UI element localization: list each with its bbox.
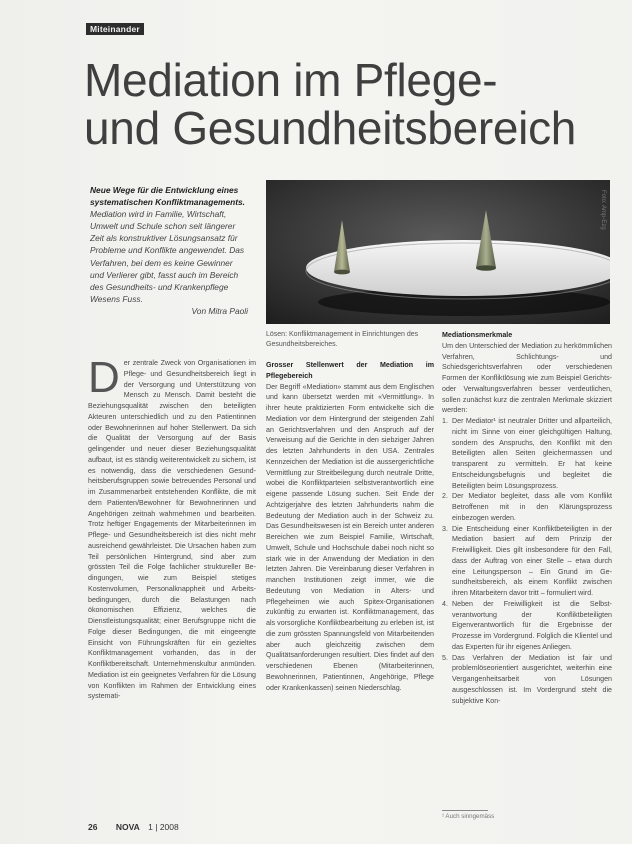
list-item: 1. Der Mediator¹ ist neutraler Dritter und allparteilich, nicht im Sinne von einer gleichgültigen Haltung, sondern des Anspruchs, den Konflikt mit den Beteiligten allen Seiten gleichermassen und transparent zu vermitteln. Er hat keine Entscheidungsbefugnis und begleitet die Beteiligten beim Lösungsprozess. xyxy=(442,417,612,490)
article-photo xyxy=(266,180,610,324)
merkmale-list xyxy=(442,416,612,706)
page-number: 26 xyxy=(88,822,98,832)
lead-bold: Neue Wege für die Entwicklung eines systematischen Konfliktmanagements. xyxy=(90,185,245,208)
list-item: 3. Die Entscheidung einer Konfliktbeteiligten in der Mediation basiert auf dem Prinzip der Freiwilligkeit. Dies gilt insbesondere für den Fall, dass der Auftrag von einer Stelle – etwa durch eine Leitungsperson – Ein Grund im Gesundheitsbereich, als einem Konflikt zwischen ihren Mitarbeitern davor tritt – formuliert wird. xyxy=(442,524,612,597)
body-column-2 xyxy=(266,360,434,806)
body-column-3 xyxy=(442,330,612,806)
photo-caption: Lösen: Konfliktmanagement in Einrichtungen des Gesundheitsbereiches. xyxy=(266,331,419,348)
column-3-intro: Um den Unterschied der Mediation zu herkömmlichen Verfahren, Schlichtungs- und Schiedsgerichtsverfahren oder verschiedenen Formen der Konfliktlösung wie zum Beispiel Gerichts- oder Verwaltungsverfahren besser verdeutlichen, sollen zunächst kurz die zentralen Merkmale skizziert werden: xyxy=(442,341,612,415)
footnote-divider xyxy=(442,810,488,811)
author-byline: Von Mitra Paoli xyxy=(191,305,248,316)
article-title xyxy=(84,56,624,152)
title-line-2: und Gesundheitsbereich xyxy=(84,102,577,154)
drop-cap: D xyxy=(88,358,120,402)
title-line-1: Mediation im Pflege- xyxy=(84,54,498,106)
section-tag: Miteinander xyxy=(86,23,144,35)
column-1-text: er zentrale Zweck von Organisationen im Pflege- und Gesundheitsbereich liegt in der Versorgung und Unterstützung von Mensch zu Mensch. Damit besteht die Beziehungsqualität zwischen den beteiligten Akteuren unterschiedlich und zu den Patientinnen oder Bewohnerinnen auf hoher Stellenwert. Da sich die Qualität der Versorgung auf der Basis gelingender und neuer dieser Beziehungsqualität aufbaut, ist es ständig weiterentwickelt zu sichern, ist es notwendig, dass die verschiedenen Gesundheitsberufsgruppen sowie betreuendes Personal und im Zusammenarbeit entstehenden Konflikte, die mit dem Patienten/Bewohner für Bewohnerinnen und Angehörigen zeitnah wahrnehmen und bearbeiten. Trotz heftiger Engagements der Mitarbeiterinnen im Pflege- und Gesundheitsbereich ist dies nicht mehr ausreichend gewährleistet. Die Ursachen haben zum Teil persönlichen Hintergrund, sind aber zum grössten Teil die Folge fachlicher struktureller Bedingungen, wie zum Beispiel stetiges Kostenvolumen, Personalknappheit und Arbeitsbedingungen, durch die Belastungen nach ökonomischen Effizienz, welches die Dienstleistungsqualität; einer Berufsgruppe nicht die Folge dieser Bedingungen, die mit eingeengte Einsicht von Führungskräften für ein gezieltes Konfliktmanagement vorhanden, das in der Konfliktbereitschaft. Unternehmenskultur anmünden. Mediation ist ein geeignetes Verfahren für die Lösung von Konflikten im Rahmen der Entwicklung eines systemati- xyxy=(88,359,256,701)
lead-text: Mediation wird in Familie, Wirtschaft, Umwelt und Schule schon seit längerer Zeit als konstruktiver Lösungsansatz für Probleme und Konflikte angewendet. Das Verfahren, bei dem es keine Gewinner und Verlierer gibt, fasst auch im Bereich des Gesundheits- und Krankenpflege Wesens Fuss. xyxy=(90,209,245,304)
issue-number: 1 | 2008 xyxy=(148,822,179,832)
subheading-merkmale: Mediationsmerkmale xyxy=(442,331,513,339)
column-2-text: Der Begriff «Mediation» stammt aus dem Englischen und kann übersetzt werden mit «Vermittlung». In ihrer heute praktizierten Form entwickelte sich die Mediation vor dem Hintergrund der steigenden Zahl an Gerichtsverfahren und den Anspruch auf der Verweisung auf die Gerichte in den siebziger Jahren des letzten Jahrhunderts in den USA. Zentrales Kennzeichen der Mediation ist die aussergerichtliche Vermittlung zur Streitbeilegung durch neutrale Dritte, wobei die Konfliktparteien selbstverantwortlich eine eigene passende Lösung suchen. Seit Ende der Achtzigerjahre des letzten Jahrhunderts nahm die Bedeutung der Mediation auch in der Schweiz zu. Das Gesundheitswesen ist ein Bereich unter anderen Bereichen wie zum Beispiel Familie, Wirtschaft, Umwelt, Schule und Hochschule dabei noch nicht so stark wie in der Anwendung der Mediation in den letzten Jahren. Die Vereinbarung dieser Verfahren in manchen Institutionen zeigt immer, wie die Bedeutung von Mediation in Alters- und Pflegeheimen wie auch Spitex-Organisationen zukünftig zu erwarten ist. Konfliktmanagement, das als vorsorgliche Konfliktbearbeitung zu erleben ist, ist die zum grössten Spannungsfeld von Mitarbeitenden aber auch gleichzeitig zwischen dem Qualitätsanforderungen resultiert. Dies findet auf den verschiedenen Ebenen (Mitarbeiterinnen, Bewohnerinnen, Patientinnen, Angehörige, Pflege oder Krankenkassen) seinen Niederschlag. xyxy=(266,382,434,692)
list-item: 5. Das Verfahren der Mediation ist fair und problemlöseorientiert ausgerichtet, weiterhin eine Vergangenheitsarbeit von Lösungen ausgeschlossen ist. Im Vordergrund steht die subjektive Kon- xyxy=(442,653,612,705)
magazine-name: NOVA xyxy=(115,822,140,832)
page-folio xyxy=(88,822,179,832)
list-item: 2. Der Mediator begleitet, dass alle vom Konflikt Betroffenen mit in den Klärungsprozess einbezogen werden. xyxy=(442,492,612,522)
subheading-stellenwert: Grosser Stellenwert der Mediation im Pflegebereich xyxy=(266,361,434,380)
list-item: 4. Neben der Freiwilligkeit ist die Selbstverantwortung der Konfliktbeteiligten Eigenverantwortlich für die Ergebnisse der Prozesse im Vordergrund. Folglich die Klientel und das Experten für ihr eigenes Anliegen. xyxy=(442,599,612,651)
lead-paragraph xyxy=(90,184,248,317)
photo-credit: Foto: Amp-Ezg xyxy=(600,190,606,230)
footnote: ¹ Auch sinngemäss xyxy=(442,813,495,820)
body-column-1 xyxy=(88,358,256,806)
